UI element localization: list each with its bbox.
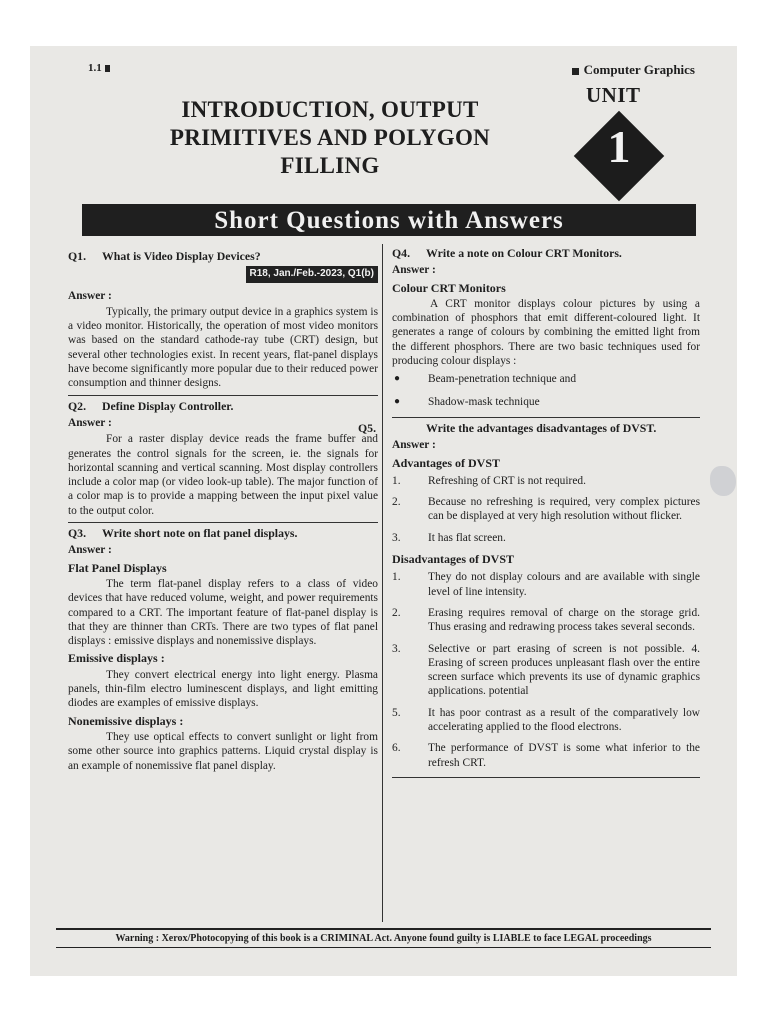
q1-answer-text: Typically, the primary output device in a graphics system is a video monitor. Historically, the operation of most video monitors was based on the standard cathode-ray tube (CRT) design, but several other technologies exist. In recent years, flat-panel displays have become significantly more popular due to their reduced power consumption and thinner designs. <box>68 305 378 390</box>
square-bullet-icon <box>105 65 110 72</box>
page-smudge <box>710 466 736 496</box>
subheading-disadvantages: Disadvantages of DVST <box>392 552 515 567</box>
list-item: 3. It has flat screen. <box>392 531 506 544</box>
technique-list <box>392 372 700 409</box>
list-item: 2. Erasing requires removal of charge on the storage grid. Thus erasing and redrawing process takes several seconds. <box>392 606 700 634</box>
chapter-title <box>120 96 540 180</box>
list-item: ● Shadow-mask technique <box>392 395 700 409</box>
question-divider <box>68 522 378 523</box>
answer-label: Answer : <box>392 439 436 452</box>
subheading-colour-crt: Colour CRT Monitors <box>392 280 506 295</box>
unit-number: 1 <box>607 121 631 172</box>
disadvantages-list <box>392 570 700 770</box>
list-item: ● Beam-penetration technique and <box>392 372 700 386</box>
subheading-nonemissive: Nonemissive displays : <box>68 713 184 728</box>
section-band: Short Questions with Answers <box>82 204 696 236</box>
question-q1: Q1. What is Video Display Devices? <box>68 249 261 263</box>
q4-paragraph: A CRT monitor displays colour pictures by using a combination of phosphors that emit different-coloured light. It generates a range of colours by combining the emitted light from the different phosphors. There are two basic techniques used for producing colour displays : <box>392 297 700 368</box>
list-item: 2. Because no refreshing is required, very complex pictures can be displayed at very high resolution without flicker. <box>392 496 700 523</box>
book-page <box>30 46 737 976</box>
q3-paragraph: They convert electrical energy into light energy. Plasma panels, thin-film electro luminescent displays, and light emitting diodes are examples of emissive displays. <box>68 668 378 710</box>
exam-reference-tag: R18, Jan./Feb.-2023, Q1(b) <box>246 266 379 282</box>
left-column <box>68 249 378 773</box>
advantages-list <box>392 474 700 545</box>
question-q3: Q3. Write short note on flat panel displays. <box>68 526 298 541</box>
subheading-flat-panel: Flat Panel Displays <box>68 560 167 575</box>
answer-label: Answer : <box>68 544 112 557</box>
list-item: 1. Refreshing of CRT is not required. <box>392 474 586 487</box>
subheading-emissive: Emissive displays : <box>68 651 165 666</box>
page-number: 1.1 <box>88 62 110 74</box>
question-q4: Q4. Write a note on Colour CRT Monitors. <box>392 246 622 260</box>
question-q2: Q2. Define Display Controller. <box>68 398 234 413</box>
copyright-warning: Warning : Xerox/Photocopying of this book is a CRIMINAL Act. Anyone found guilty is LIABLE to face LEGAL proceedings <box>56 928 711 948</box>
answer-label: Answer : <box>68 289 112 302</box>
question-divider <box>392 417 700 418</box>
footer-rule <box>56 947 711 948</box>
chapter-title-line: FILLING <box>280 153 380 178</box>
q3-paragraph: The term flat-panel display refers to a class of video devices that have reduced volume, weight, and power requirements compared to a CRT. The important feature of flat-panel display is that they are thinner than CRTs. There are two types of flat panel displays : emissive displays and nonemissive displays. <box>68 577 378 648</box>
question-divider <box>392 777 700 778</box>
chapter-title-line: PRIMITIVES AND POLYGON <box>169 125 491 150</box>
question-divider <box>68 395 378 396</box>
list-item: 5. It has poor contrast as a result of the comparatively low accelerating applied to the flood electrons. <box>392 706 700 734</box>
chapter-title-line: INTRODUCTION, OUTPUT <box>181 97 479 122</box>
unit-label: UNIT <box>586 83 641 107</box>
list-item: 3. Selective or part erasing of screen is not possible. 4. Erasing of screen produces unpleasant flash over the entire screen surface which prevents its use of dynamic graphics applications. potential <box>392 642 700 698</box>
q2-answer-text: For a raster display device reads the frame buffer and generates the control signals for the screen, ie. the signals for horizontal scanning and vertical scanning. Most display controllers include a color map (or video look-up table). The major function of a color map is to provide a mapping between the input pixel value to the output color. <box>68 433 378 517</box>
question-q5: Q5. Write the advantages disadvantages of DVST. <box>358 420 657 435</box>
subheading-advantages: Advantages of DVST <box>392 455 501 470</box>
square-bullet-icon <box>572 68 579 75</box>
right-column <box>358 246 700 781</box>
list-item: 6. The performance of DVST is some what inferior to the refresh CRT. <box>392 742 700 769</box>
column-divider <box>382 244 383 922</box>
q3-paragraph: They use optical effects to convert sunlight or light from some other source into graphics patterns. Liquid crystal display is an example of nonemissive flat panel display. <box>68 730 378 772</box>
answer-label: Answer : <box>392 264 436 277</box>
subject-header: Computer Graphics <box>572 62 695 78</box>
answer-label: Answer : <box>68 416 112 429</box>
list-item: 1. They do not display colours and are available with single level of line intensity. <box>392 571 700 598</box>
